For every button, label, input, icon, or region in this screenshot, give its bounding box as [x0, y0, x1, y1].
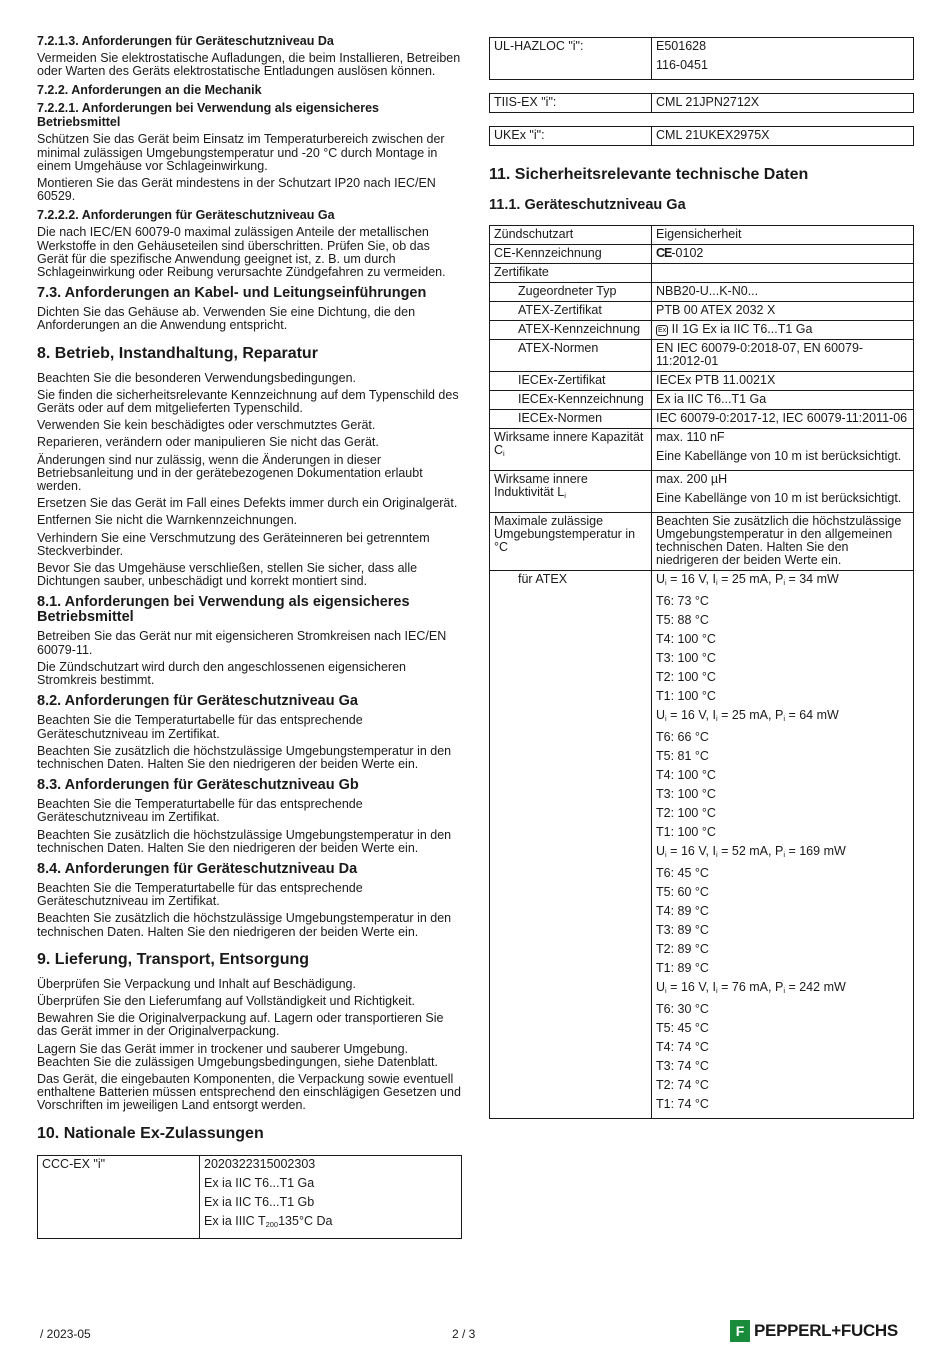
paragraph: Verhindern Sie eine Verschmutzung des Geräteinneren bei getrenntem Steckverbinder.: [37, 530, 430, 558]
ccc-marking-1: Ex ia IIC T6...T1 Ga: [204, 1175, 315, 1190]
temperature-class-line: T4: 100 °C: [656, 768, 716, 782]
tiis-value: CML 21JPN2712X: [652, 94, 914, 113]
cell-value: PTB 00 ATEX 2032 X: [652, 302, 914, 321]
temperature-class-line: T4: 89 °C: [656, 904, 709, 918]
ukex-table: [489, 126, 914, 146]
temperature-class-line: T3: 74 °C: [656, 1059, 709, 1073]
table-row: [490, 245, 914, 264]
paragraph: Vermeiden Sie elektrostatische Aufladungen, die beim Installieren, Betreiben oder Warten des Geräts elektrostatische Entladungen auslösen können.: [37, 51, 461, 79]
paragraph: Überprüfen Sie den Lieferumfang auf Vollständigkeit und Richtigkeit.: [37, 993, 416, 1008]
cell-value: Ex ia IIC T6...T1 Ga: [652, 391, 914, 410]
atex-parameter-line: $U_i = 16$ V, $I_i = 25$ mA, $P_i = 64$ mW: [656, 708, 839, 723]
paragraph: Dichten Sie das Gehäuse ab. Verwenden Sie eine Dichtung, die den Anforderungen an die Anwendung entspricht.: [37, 305, 416, 333]
cell-label: CE-Kennzeichnung: [490, 245, 652, 264]
table-row: [490, 340, 914, 372]
cell-label: Maximale zulässige Umgebungstemperatur in °C: [490, 513, 652, 571]
temperature-class-line: T6: 45 °C: [656, 866, 709, 880]
table-row: [490, 429, 914, 471]
cell-label: Zugeordneter Typ: [490, 283, 652, 302]
cell-value: IEC 60079-0:2017-12, IEC 60079-11:2011-06: [652, 410, 914, 429]
temperature-class-line: T3: 89 °C: [656, 923, 709, 937]
heading-7-2-1-3: 7.2.1.3. Anforderungen für Geräteschutzniveau Da: [37, 34, 334, 48]
inductance-note: Eine Kabellänge von 10 m ist berücksichtigt.: [656, 491, 902, 505]
cell-value: EN IEC 60079-0:2018-07, EN 60079-11:2012-01: [652, 340, 914, 372]
paragraph: Beachten Sie die Temperaturtabelle für das entsprechende Geräteschutzniveau im Zertifikat.: [37, 797, 363, 825]
temperature-class-line: T5: 45 °C: [656, 1021, 709, 1035]
cell-label: IECEx-Normen: [490, 410, 652, 429]
table-row: [490, 321, 914, 340]
paragraph: Reparieren, verändern oder manipulieren Sie nicht das Gerät.: [37, 435, 379, 450]
paragraph: Betreiben Sie das Gerät nur mit eigensicheren Stromkreisen nach IEC/EN 60079-11.: [37, 629, 447, 657]
paragraph: Verwenden Sie kein beschädigtes oder verschmutztes Gerät.: [37, 418, 376, 433]
inductance-value: max. 200 µH: [656, 472, 728, 486]
temperature-class-line: T5: 88 °C: [656, 613, 709, 627]
table-row: [490, 38, 914, 80]
ul-value-2: 116-0451: [656, 58, 708, 72]
temperature-class-line: T3: 100 °C: [656, 787, 716, 801]
temperature-class-line: T2: 74 °C: [656, 1078, 709, 1092]
ce-mark-icon: CE: [656, 246, 672, 260]
capacitance-value: max. 110 nF: [656, 430, 725, 444]
cell-value: [652, 429, 914, 471]
table-row: [38, 1155, 462, 1238]
temperature-class-line: T6: 30 °C: [656, 1002, 709, 1016]
ccc-marking-3: Ex ia IIIC $T_{200}135^\circ C$ Da: [204, 1213, 333, 1229]
temperature-class-line: T4: 74 °C: [656, 1040, 709, 1054]
left-column: [37, 34, 462, 1239]
table-row: [490, 410, 914, 429]
temperature-class-line: T1: 74 °C: [656, 1097, 709, 1111]
cell-label: ATEX-Normen: [490, 340, 652, 372]
cell-value: [652, 471, 914, 513]
temperature-class-line: T2: 89 °C: [656, 942, 709, 956]
tiis-label: TIIS-EX "i":: [490, 94, 652, 113]
ul-label: UL-HAZLOC "i":: [490, 38, 652, 80]
paragraph: Die Zündschutzart wird durch den angeschlossenen eigensicheren Stromkreis bestimmt.: [37, 659, 406, 688]
heading-7-2-2-1: 7.2.2.1. Anforderungen bei Verwendung als eigensicheres Betriebsmittel: [37, 101, 380, 130]
paragraph: Beachten Sie die besonderen Verwendungsbedingungen.: [37, 370, 357, 385]
ul-values: [652, 38, 914, 80]
heading-11: 11. Sicherheitsrelevante technische Daten: [489, 166, 809, 183]
cell-value: [652, 264, 914, 283]
ukex-value: CML 21UKEX2975X: [652, 127, 914, 146]
heading-7-2-2: 7.2.2. Anforderungen an die Mechanik: [37, 83, 262, 98]
temperature-class-line: T2: 100 °C: [656, 670, 716, 684]
table-row: [490, 226, 914, 245]
heading-9: 9. Lieferung, Transport, Entsorgung: [37, 950, 310, 968]
ex-hexagon-icon: Ex: [658, 327, 667, 334]
paragraph: Die nach IEC/EN 60079-0 maximal zulässigen Anteile der metallischen Werkstoffe in den Gehäuseteilen sind überschritten. Prüfen Sie, ob das Gerät für die spezifische Anwendung geeignet ist, z. B. um durch Schlageinwirkung oder Reibung verursachte Zündgefahren zu vermeiden.: [37, 225, 446, 280]
table-row: [490, 571, 914, 1119]
paragraph: Bewahren Sie die Originalverpackung auf. Lagern oder transportieren Sie das Gerät immer in der Originalverpackung.: [37, 1011, 444, 1039]
temperature-class-line: T1: 100 °C: [656, 825, 716, 839]
ccc-marking-2: Ex ia IIC T6...T1 Gb: [204, 1194, 315, 1209]
atex-parameter-line: $U_i = 16$ V, $I_i = 52$ mA, $P_i = 169$ mW: [656, 844, 846, 859]
table-row: [490, 391, 914, 410]
pepperl-fuchs-logo-icon: F: [730, 1320, 750, 1342]
capacitance-note: Eine Kabellänge von 10 m ist berücksichtigt.: [656, 449, 902, 463]
cell-label: IECEx-Zertifikat: [490, 372, 652, 391]
table-row: [490, 94, 914, 113]
atex-parameter-line: $U_i = 16$ V, $I_i = 25$ mA, $P_i = 34$ mW: [656, 572, 839, 587]
paragraph: Das Gerät, die eingebauten Komponenten, die Verpackung sowie eventuell enthaltene Batterien müssen entsprechend den einschlägigen Gesetzen und Vorschriften im jeweiligen Land entsorgt werden.: [37, 1071, 461, 1113]
paragraph: Ersetzen Sie das Gerät im Fall eines Defekts immer durch ein Originalgerät.: [37, 496, 458, 511]
table-row: [490, 513, 914, 571]
temperature-class-line: T5: 81 °C: [656, 749, 709, 763]
heading-8: 8. Betrieb, Instandhaltung, Reparatur: [37, 344, 318, 362]
paragraph: Beachten Sie die Temperaturtabelle für das entsprechende Geräteschutzniveau im Zertifikat.: [37, 713, 363, 741]
ukex-label: UKEx "i":: [490, 127, 652, 146]
ccc-table: [37, 1155, 462, 1239]
right-column: [489, 37, 914, 1119]
footer-date: / 2023-05: [40, 1327, 91, 1341]
heading-10: 10. Nationale Ex-Zulassungen: [37, 1124, 264, 1142]
table-row: [490, 302, 914, 321]
cell-label: ATEX-Zertifikat: [490, 302, 652, 321]
temperature-class-line: T2: 100 °C: [656, 806, 716, 820]
cell-value: Beachten Sie zusätzlich die höchstzulässige Umgebungstemperatur in den allgemeinen technischen Daten. Halten Sie den niedrigeren der beiden Werte ein.: [652, 513, 914, 571]
ul-hazloc-table: [489, 37, 914, 80]
cell-value: IECEx PTB 11.0021X: [652, 372, 914, 391]
cell-label: IECEx-Kennzeichnung: [490, 391, 652, 410]
table-row: [490, 283, 914, 302]
table-row: [490, 372, 914, 391]
ccc-label: CCC-EX "i": [38, 1155, 200, 1238]
ul-value-1: E501628: [656, 39, 707, 53]
paragraph: Beachten Sie zusätzlich die höchstzulässige Umgebungstemperatur in den technischen Daten. Halten Sie den niedrigeren der beiden Werte ein.: [37, 743, 452, 771]
cell-value: Eigensicherheit: [652, 226, 914, 245]
paragraph: Schützen Sie das Gerät beim Einsatz im Temperaturbereich zwischen der minimal zulässigen Umgebungstemperatur und -20 °C durch Montage in einem Umgehäuse vor Schlageinwirkung.: [37, 132, 445, 173]
paragraph: Bevor Sie das Umgehäuse verschließen, stellen Sie sicher, dass alle Dichtungen sauber, unbeschädigt und korrekt montiert sind.: [37, 561, 418, 589]
heading-8-2: 8.2. Anforderungen für Geräteschutzniveau Ga: [37, 693, 358, 710]
paragraph: Änderungen sind nur zulässig, wenn die Änderungen in dieser Betriebsanleitung und in der gerätebezogenen Dokumentation erlaubt werden.: [37, 452, 423, 494]
atex-temperature-values: [652, 571, 914, 1119]
paragraph: Überprüfen Sie Verpackung und Inhalt auf Beschädigung.: [37, 976, 356, 991]
table-row: [490, 471, 914, 513]
heading-8-3: 8.3. Anforderungen für Geräteschutzniveau Gb: [37, 777, 359, 794]
paragraph: Sie finden die sicherheitsrelevante Kennzeichnung auf dem Typenschild des Geräts oder auf dem mitgelieferten Typenschild.: [37, 387, 459, 416]
temperature-class-line: T4: 100 °C: [656, 632, 716, 646]
cell-label: für ATEX: [490, 571, 652, 1119]
heading-8-4: 8.4. Anforderungen für Geräteschutzniveau Da: [37, 860, 358, 877]
temperature-class-line: T1: 89 °C: [656, 961, 709, 975]
table-row: [490, 127, 914, 146]
paragraph: Beachten Sie zusätzlich die höchstzulässige Umgebungstemperatur in den technischen Daten. Halten Sie den niedrigeren der beiden Werte ein.: [37, 911, 452, 939]
brand-logo: [730, 1320, 898, 1342]
cell-label: Wirksame innere Kapazität $C_i$: [490, 429, 652, 471]
cell-value: NBB20-U...K-N0...: [652, 283, 914, 302]
paragraph: Beachten Sie zusätzlich die höchstzulässige Umgebungstemperatur in den technischen Daten. Halten Sie den niedrigeren der beiden Werte ein.: [37, 827, 452, 855]
brand-name: PEPPERL+FUCHS: [754, 1321, 898, 1340]
ccc-values: [200, 1155, 462, 1238]
cell-label: ATEX-Kennzeichnung: [490, 321, 652, 340]
cell-label: Wirksame innere Induktivität $L_i$: [490, 471, 652, 513]
page-number: 2 / 3: [452, 1327, 476, 1341]
paragraph: Beachten Sie die Temperaturtabelle für das entsprechende Geräteschutzniveau im Zertifikat.: [37, 880, 363, 909]
cell-value: CE-0102: [652, 245, 914, 264]
temperature-class-line: T3: 100 °C: [656, 651, 716, 665]
paragraph: Lagern Sie das Gerät immer in trockener und sauberer Umgebung. Beachten Sie die zulässigen Umgebungsbedingungen, siehe Datenblatt.: [37, 1041, 438, 1069]
heading-7-3: 7.3. Anforderungen an Kabel- und Leitungseinführungen: [37, 285, 427, 302]
heading-11-1: 11.1. Geräteschutzniveau Ga: [489, 197, 686, 213]
heading-7-2-2-2: 7.2.2.2. Anforderungen für Geräteschutzniveau Ga: [37, 208, 335, 223]
cell-label: Zündschutzart: [490, 226, 652, 245]
cell-label: Zertifikate: [490, 264, 652, 283]
cell-value: Ex II 1G Ex ia IIC T6...T1 Ga: [652, 321, 914, 340]
heading-8-1: 8.1. Anforderungen bei Verwendung als eigensicheres Betriebsmittel: [37, 594, 410, 626]
table-row: [490, 264, 914, 283]
ccc-number: 2020322315002303: [204, 1156, 316, 1171]
paragraph: Entfernen Sie nicht die Warnkennzeichnungen.: [37, 513, 298, 528]
tiis-table: [489, 93, 914, 113]
safety-data-table: [489, 225, 914, 1119]
atex-parameter-line: $U_i = 16$ V, $I_i = 76$ mA, $P_i = 242$ mW: [656, 980, 846, 995]
temperature-class-line: T5: 60 °C: [656, 885, 709, 899]
temperature-class-line: T1: 100 °C: [656, 689, 716, 703]
paragraph: Montieren Sie das Gerät mindestens in der Schutzart IP20 nach IEC/EN 60529.: [37, 176, 436, 204]
temperature-class-line: T6: 73 °C: [656, 594, 709, 608]
temperature-class-line: T6: 66 °C: [656, 730, 709, 744]
